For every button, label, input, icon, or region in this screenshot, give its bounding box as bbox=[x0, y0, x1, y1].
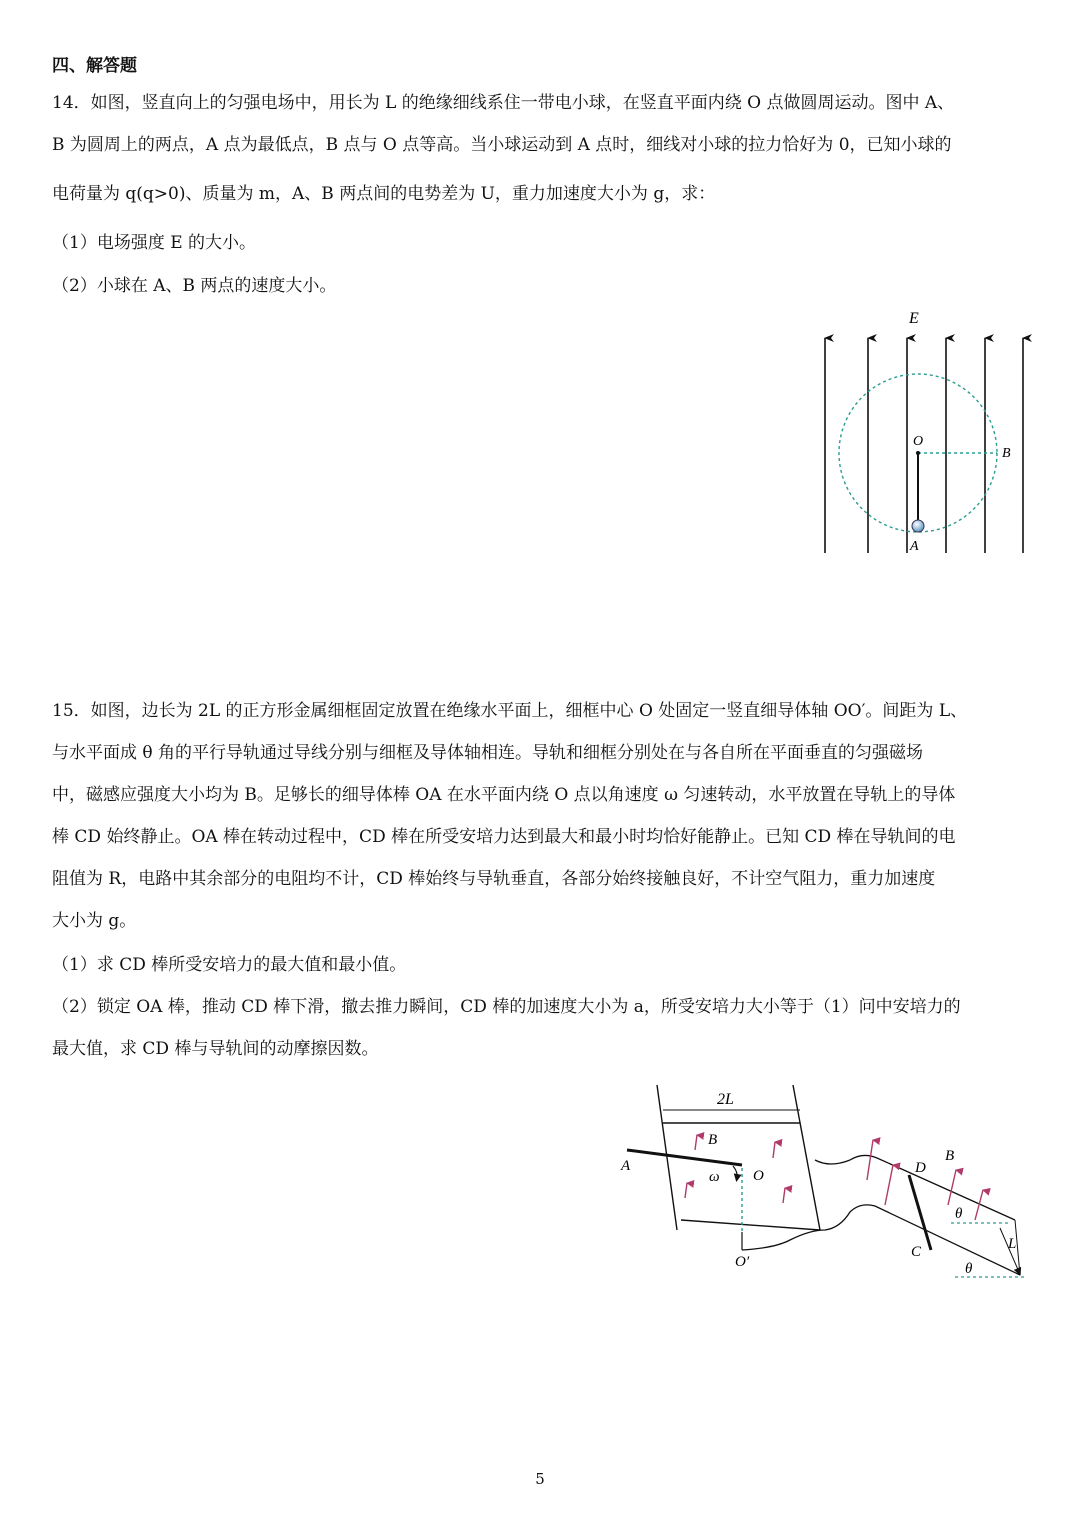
magnetic-field-arrow bbox=[867, 1140, 873, 1180]
q15-line-3: 中，磁感应强度大小均为 B。足够长的细导体棒 OA 在水平面内绕 O 点以角速度 ω 匀速转动，水平放置在导轨上的导体 bbox=[52, 785, 956, 805]
q14-label-E: E bbox=[909, 310, 919, 327]
q15-rail-figure bbox=[615, 1080, 1045, 1290]
q15-label-C: C bbox=[911, 1244, 922, 1260]
magnetic-field-arrow bbox=[948, 1170, 956, 1205]
q15-label-2L: 2L bbox=[717, 1091, 734, 1108]
q15-label-A: A bbox=[621, 1158, 631, 1174]
q15-label-L: L bbox=[1008, 1236, 1017, 1252]
q15-label-theta2: θ bbox=[965, 1261, 973, 1277]
magnetic-field-arrow bbox=[773, 1142, 775, 1158]
q14-sub-1: （1）电场强度 E 的大小。 bbox=[52, 233, 257, 253]
q15-label-B2: B bbox=[945, 1148, 955, 1164]
rod-OA bbox=[627, 1150, 742, 1165]
lower-wire-and-rail bbox=[742, 1205, 1020, 1275]
q15-label-theta1: θ bbox=[955, 1206, 963, 1222]
q14-sub-2: （2）小球在 A、B 两点的速度大小。 bbox=[52, 276, 337, 296]
q15-line-4: 棒 CD 始终静止。OA 棒在转动过程中，CD 棒在所受安培力达到最大和最小时均恰好能静止。已知 CD 棒在导轨间的电 bbox=[52, 827, 956, 847]
q14-electric-field-figure bbox=[805, 305, 1040, 565]
magnetic-field-arrow bbox=[695, 1135, 697, 1150]
frame-right-edge bbox=[793, 1085, 820, 1230]
point-O bbox=[916, 451, 920, 455]
q15-line-2: 与水平面成 θ 角的平行导轨通过导线分别与细框及导体轴相连。导轨和细框分别处在与各自所在平面垂直的匀强磁场 bbox=[52, 743, 924, 763]
rotation-arrow bbox=[733, 1166, 737, 1178]
q14-label-O: O bbox=[913, 434, 924, 449]
magnetic-field-arrow bbox=[783, 1188, 785, 1203]
q14-line-1: 14．如图，竖直向上的匀强电场中，用长为 L 的绝缘细线系住一带电小球，在竖直平面内绕 O 点做圆周运动。图中 A、 bbox=[52, 93, 955, 113]
frame-bottom-edge bbox=[681, 1220, 820, 1230]
rod-CD bbox=[909, 1175, 931, 1250]
q15-line-1: 15．如图，边长为 2L 的正方形金属细框固定放置在绝缘水平面上，细框中心 O 处固定一竖直细导体轴 OO′。间距为 L、 bbox=[52, 701, 968, 721]
page-number: 5 bbox=[535, 1470, 545, 1488]
q14-line-3: 电荷量为 q(q>0)、质量为 m，A、B 两点间的电势差为 U，重力加速度大小为 g，求： bbox=[52, 184, 716, 204]
q15-label-O: O bbox=[753, 1168, 764, 1184]
q15-label-O-prime: O′ bbox=[735, 1254, 750, 1270]
q15-line-6: 大小为 g。 bbox=[52, 911, 137, 931]
q15-sub-2-line-1: （2）锁定 OA 棒，推动 CD 棒下滑，撤去推力瞬间，CD 棒的加速度大小为 a，所受安培力大小等于（1）问中安培力的 bbox=[52, 997, 961, 1017]
magnetic-field-arrow bbox=[685, 1183, 687, 1198]
q14-label-A: A bbox=[910, 539, 919, 554]
magnetic-field-arrow bbox=[885, 1165, 893, 1205]
q14-line-2: B 为圆周上的两点，A 点为最低点，B 点与 O 点等高。当小球运动到 A 点时，细线对小球的拉力恰好为 0，已知小球的 bbox=[52, 135, 952, 155]
q15-line-5: 阻值为 R，电路中其余部分的电阻均不计，CD 棒始终与导轨垂直，各部分始终接触良好，不计空气阻力，重力加速度 bbox=[52, 869, 936, 889]
q14-label-B: B bbox=[1002, 446, 1011, 461]
q15-sub-2-line-2: 最大值，求 CD 棒与导轨间的动摩擦因数。 bbox=[52, 1039, 379, 1059]
section-title: 四、解答题 bbox=[52, 56, 137, 76]
q15-sub-1: （1）求 CD 棒所受安培力的最大值和最小值。 bbox=[52, 955, 407, 975]
q15-label-D: D bbox=[915, 1160, 926, 1176]
charged-ball bbox=[912, 520, 924, 532]
q15-label-omega: ω bbox=[709, 1169, 720, 1185]
q15-label-B1: B bbox=[708, 1132, 718, 1148]
